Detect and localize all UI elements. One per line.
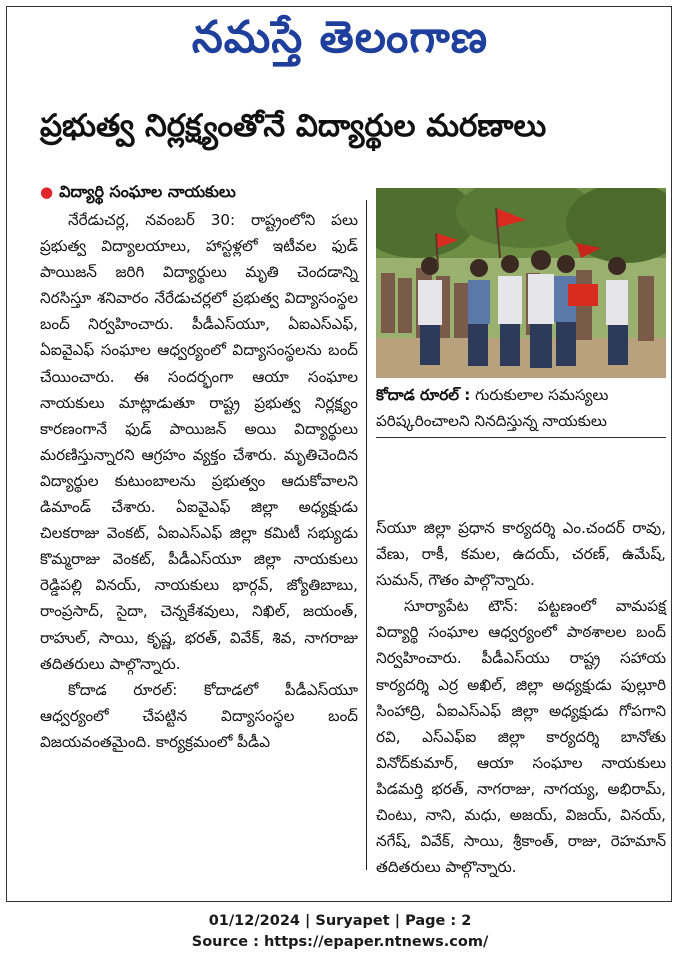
newspaper-masthead: నమస్తే తెలంగాణ [191,12,489,63]
protest-photo-image [376,188,666,378]
photo-caption [376,382,666,434]
caption-place: కోదాడ రూరల్ : [376,386,471,404]
column-divider [366,200,367,870]
bullet-icon: ● [40,183,54,201]
paragraph: సూర్యాపేట టౌన్: పట్టణంలో వామపక్ష విద్యార్థి సంఘాల ఆధ్వర్యంలో పాఠశాలల బంద్ నిర్వహించారు. పీడీఎస్‌యు రాష్ట్ర సహాయ కార్యదర్శి ఎర్ర అఖిల్, జిల్లా అధ్యక్షుడు పుల్లూరి సింహాద్రి, ఏఐఎస్ఎఫ్ జిల్లా అధ్యక్షుడు గోపగాని రవి, ఎస్ఎఫ్ఐ జిల్లా కార్యదర్శి బానోతు వినోద్‌కుమార్, ఆయా సంఘాల నాయకులు పిడమర్తి భరత్, నాగరాజు, నాగయ్య, అభిరామ్, చింటు, నాని, మధు, అజయ్, విజయ్, వినయ్, నగేష్, వివేక్, సాయి, శ్రీకాంత్, రాజు, రెహమాన్ తదితరులు పాల్గొన్నారు. [376,597,666,877]
caption-text: గురుకులాల సమస్యలు పరిష్కరించాలని నినదిస్తున్న నాయకులు [376,386,609,430]
news-photo [376,188,666,378]
footer-source: Source : https://epaper.ntnews.com/ [191,934,489,950]
footer-date-edition: 01/12/2024 | Suryapet | Page : 2 [208,913,472,929]
caption-rule [376,437,666,438]
subhead-text: విద్యార్థి సంఘాల నాయకులు [59,182,236,201]
paragraph: కోదాడ రూరల్: కోదాడలో పీడీఎస్‌యూ ఆధ్వర్యంలో చేపట్టిన విద్యాసంస్థల బంద్ విజయవంతమైంది. కార్యక్రమంలో పీడీఎ [40,680,358,751]
article-subhead [40,182,236,205]
article-headline: ప్రభుత్వ నిర్లక్ష్యంతోనే విద్యార్థుల మరణాలు [40,108,547,144]
paragraph: స్‌యూ జిల్లా ప్రధాన కార్యదర్శి ఎం.చందర్ రావు, వేణు, రాకీ, కమల, ఉదయ్, చరణ్, ఉమేష్, సుమన్, గౌతం పాల్గొన్నారు. [376,519,666,590]
paragraph: నేరేడుచర్ల, నవంబర్ 30: రాష్ట్రంలోని పలు ప్రభుత్వ విద్యాలయాలు, హాస్టళ్లలో ఇటీవల ఫుడ్ పాయిజన్ జరిగి విద్యార్థులు మృతి చెందడాన్ని నిరసిస్తూ శనివారం నేరేడుచర్లలో ప్రభుత్వ విద్యాసంస్థల బంద్ నిర్వహించారు. పీడీఎస్‌యూ, ఏఐఎస్ఎఫ్, ఏఐవైఎఫ్ సంఘాల ఆధ్వర్యంలో విద్యాసంస్థలను బంద్ చేయించారు. ఈ సందర్భంగా ఆయా సంఘాల నాయకులు మాట్లాడుతూ రాష్ట్ర ప్రభుత్వ నిర్లక్ష్యం కారణంగానే ఫుడ్ పాయిజన్ అయి విద్యార్థులు మరణిస్తున్నారని ఆగ్రహం వ్యక్తం చేశారు. మృతిచెందిన విద్యార్థుల కుటుంబాలను ప్రభుత్వం ఆదుకోవాలని డిమాండ్ చేశారు. ఏఐవైఎఫ్ జిల్లా అధ్యక్షుడు చిలకరాజు వెంకట్, ఏఐఎస్ఎఫ్ జిల్లా కమిటీ సభ్యుడు కొమ్మరాజు వెంకట్, పీడీఎస్‌యూ జిల్లా నాయకులు రెడ్డిపల్లి వినయ్, నాయకులు భార్గవ్, జ్యోతిబాబు, రాంప్రసాద్, సైదా, చెన్నకేశవులు, నిఖిల్, జయంత్, రాహుల్, సాయి, కృష్ణ, భరత్, వివేక్, శివ, నాగరాజు తదితరులు పాల్గొన్నారు. [40,211,358,673]
left-column [40,207,358,755]
right-column [376,515,666,880]
